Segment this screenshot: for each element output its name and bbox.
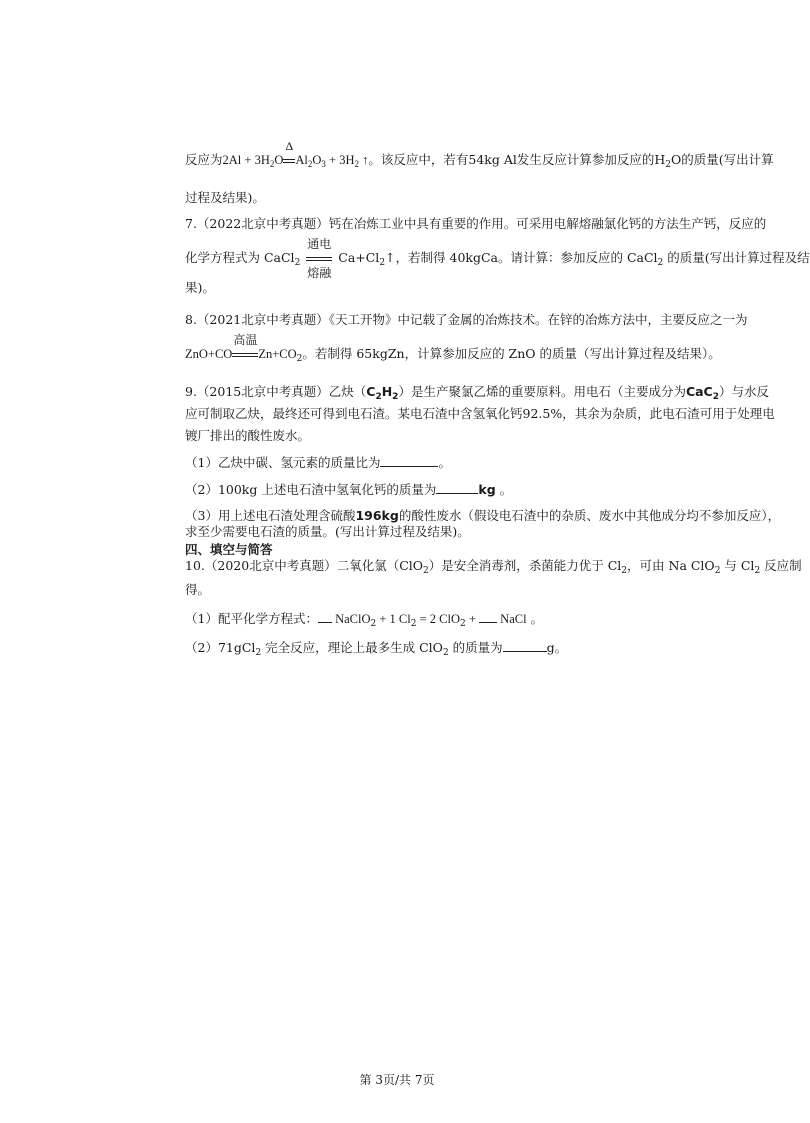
q7-condition (304, 237, 334, 280)
q9-sub3 (185, 508, 781, 524)
q10-sub2c: 的质量为 (448, 640, 503, 655)
q7-line1: 7.（2022北京中考真题）钙在冶炼工业中具有重要的作用。可采用电解熔融氯化钙的方法生产钙，反应的 (185, 216, 767, 231)
q10-l1b: ）是安全消毒剂，杀菌能力优于 Cl (428, 558, 622, 573)
q8-eq-left: ZnO+CO (185, 347, 233, 361)
q10-l1e: 反应制 (760, 558, 802, 573)
q10-sub1-end: 。 (526, 611, 544, 626)
q10-line1: 10.（2020北京中考真题）二氧化氯（ClO$_2$）是安全消毒剂，杀菌能力优于 $Cl_2$，可由 Na ClO$_2$ 与 $Cl_2$ 反应制 (185, 558, 802, 576)
q9-sub3-val: 196kg (355, 508, 399, 523)
q7-equation-line: 化学方程式为 CaCl$_2$ 通电 熔融 $Ca+Cl_2↑$，若制得 40kgCa。请计算：参加反应的 CaCl$_2$ 的质量(写出计算过程及结 (185, 237, 810, 280)
q10-l1c: ，可由 Na ClO (627, 558, 715, 573)
q6-equation: $2Al + 3H_2O$ Δ $Al_2O_3 + 3H_2$ ↑ (222, 139, 369, 169)
q9-formula-cac2: CaC$_2$ (685, 384, 720, 402)
q10-eq1: NaClO (331, 612, 371, 626)
q8-eq-right: Zn+CO (258, 347, 297, 361)
q8-block (185, 312, 775, 362)
q9-sub1-end: 。 (438, 455, 451, 470)
q10-eq2: + 1 Cl (376, 612, 411, 626)
q10-l1: 10.（2020北京中考真题）二氧化氯（ClO (185, 558, 424, 573)
q6-eq-r3: + 3H (325, 153, 355, 167)
q7-after: ↑，若制得 40kgCa。请计算：参加反应的 CaCl (385, 250, 658, 265)
q9-block (185, 384, 781, 540)
q10-sub2-end: g。 (546, 640, 568, 655)
q9-line1b: ）是生产聚氯乙烯的重要原料。用电石（主要成分为 (398, 384, 686, 399)
q9-f2: CaC (685, 384, 713, 399)
q7-block (185, 216, 810, 296)
q9-sub3b: 的酸性废水（假设电石渣中的杂质、废水中其他成分均不参加反应）， (398, 508, 781, 523)
q9-line1 (185, 384, 775, 400)
q9-f1: C (366, 384, 376, 399)
q7-product: Ca+Cl (334, 250, 380, 265)
q9-line3: 镀厂排出的酸性废水。 (185, 428, 311, 443)
q9-sub1 (185, 454, 775, 471)
q9-line1a: 9.（2015北京中考真题）乙炔（ (185, 384, 367, 399)
q10-eq4: + (465, 612, 480, 626)
q6-pre: 反应为 (185, 152, 223, 167)
q8-condition (232, 333, 258, 362)
q7-after2: 的质量(写出计算过程及结 (663, 250, 810, 265)
q8-after: 。若制得 65kgZn，计算参加反应的 ZnO 的质量（写出计算过程及结果）。 (302, 346, 721, 361)
q6-equation-line: 反应为$2Al + 3H_2O$ Δ $Al_2O_3 + 3H_2$ ↑。该反应中，若有54kg Al发生反应计算参加反应的$H_2O$的质量(写出计算 (185, 139, 774, 170)
q10-sub2-text: （2）71gCl (185, 640, 256, 655)
q8-line1: 8.（2021北京中考真题）《天工开物》中记载了金属的冶炼技术。在锌的冶炼方法中，主要反应之一为 (185, 312, 748, 327)
q9-sub2-text: （2）100kg 上述电石渣中氢氧化钙的质量为 (185, 482, 437, 497)
q9-sub2-end: 。 (499, 482, 513, 497)
q6-eq-r2: O (312, 153, 322, 167)
q9-sub2-unit: kg (478, 482, 496, 497)
q10-sub1-blank1[interactable] (318, 610, 332, 623)
q10-l1d: 与 Cl (720, 558, 755, 573)
q7-pre: 化学方程式为 CaCl (185, 250, 295, 265)
q9-sub2 (185, 481, 775, 498)
q6-eq-r1: Al (295, 153, 308, 167)
q6-condition (283, 139, 295, 168)
q10-sub1-text: （1）配平化学方程式： (185, 611, 318, 626)
q10-eq3: = 2 ClO (416, 612, 460, 626)
q9-line2: 应可制取乙炔，最终还可得到电石渣。某电石渣中含氢氧化钙92.5%，其余为杂质，此电石渣可用于处理电 (185, 406, 775, 421)
q7-line3: 果)。 (185, 280, 215, 295)
q9-sub1-blank[interactable] (380, 454, 438, 467)
q10-eq5: NaCl (497, 612, 527, 626)
q6-text2: O的质量(写出计算 (670, 152, 774, 167)
q6-eq-left: 2Al + 3H (222, 153, 270, 167)
q6-block (185, 139, 775, 206)
section-4-title: 四、填空与简答 (185, 542, 273, 557)
q7-cond-top: 通电 (307, 237, 332, 251)
page-footer: 第 3页/共 7页 (359, 1073, 435, 1087)
q9-sub3c: 求至少需要电石渣的质量。(写出计算过程及结果)。 (185, 524, 470, 539)
q9-sub2-blank[interactable] (436, 481, 478, 494)
q10-sub1-blank2[interactable] (479, 610, 497, 623)
q6-text: 。该反应中，若有54kg Al发生反应计算参加反应的H (368, 152, 666, 167)
q9-sub1-text: （1）乙炔中碳、氢元素的质量比为 (185, 455, 381, 470)
q8-equation-line: ZnO+CO 高温 $Zn+CO_2$。若制得 65kgZn，计算参加反应的 ZnO 的质量（写出计算过程及结果）。 (185, 333, 721, 364)
q6-cond-text: Δ (285, 139, 294, 153)
q6-eq-mid: O (274, 153, 284, 167)
q10-sub2b: 完全反应，理论上最多生成 ClO (261, 640, 443, 655)
q6-line2: 过程及结果)。 (185, 190, 265, 205)
q9-f1b: H (381, 384, 393, 399)
q9-formula-c2h2: $C_2H_2$ (366, 384, 399, 402)
q8-cond: 高温 (233, 333, 258, 347)
q10-sub2: （2）71gCl$_2$ 完全反应，理论上最多生成 ClO$_2$ 的质量为 g。 (185, 640, 568, 658)
q10-block (185, 558, 802, 658)
q6-eq-arrow: ↑ (358, 153, 369, 167)
q9-line1c: ）与水反 (719, 384, 770, 399)
q10-line2: 得。 (185, 582, 211, 597)
q9-sub3a: （3）用上述电石渣处理含硫酸 (185, 508, 356, 523)
q10-sub1: （1）配平化学方程式： NaClO$_2$ + 1 $Cl_2 = 2$ ClO$_2$ + NaCl 。 (185, 611, 544, 629)
q7-cond-bot: 熔融 (307, 266, 332, 280)
q10-sub2-blank[interactable] (503, 639, 547, 652)
